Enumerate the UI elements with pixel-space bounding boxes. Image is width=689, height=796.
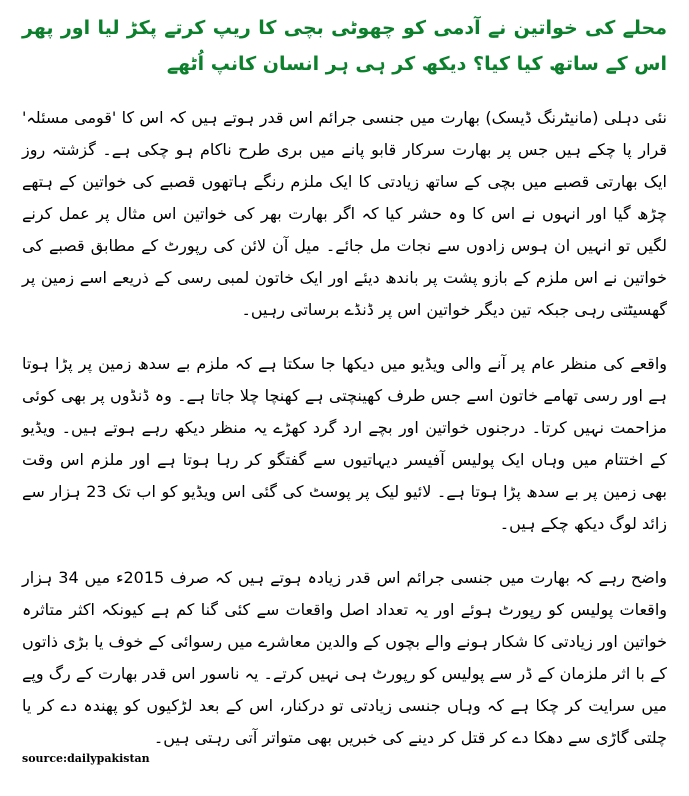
article-paragraph-1: نئی دہلی (مانیٹرنگ ڈیسک) بھارت میں جنسی جرائم اس قدر ہوتے ہیں کہ اس کا 'قومی مسئلہ' قرار پا چکے ہیں جس پر بھارت سرکار قابو پانے میں بری طرح ناکام ہو چکی ہے۔ گزشتہ روز ایک بھارتی قصبے میں بچی کے ساتھ زیادتی کا ایک ملزم رنگے ہاتھوں قصبے کی خواتین کے ہتھے چڑھ گیا اور انہوں نے اس کا وہ حشر کیا کہ اگر بھارت بھر کی خواتین اس مثال پر عمل کرنے لگیں تو انہیں ان ہوس زادوں سے نجات مل جائے۔ میل آن لائن کی رپورٹ کے مطابق قصبے کی خواتین نے اس ملزم کے بازو پشت پر باندھ دیئے اور ایک خاتون لمبی رسی کے ذریعے اسے زمین پر گھسیٹتی رہی جبکہ تین دیگر خواتین اس پر ڈنڈے برساتی رہیں۔ — [22, 108, 667, 319]
source-credit: source:dailypakistan — [22, 752, 150, 765]
article-headline: محلے کی خواتین نے آدمی کو چھوٹی بچی کا ریپ کرتے پکڑ لیا اور پھر اس کے ساتھ کیا کیا؟ دیکھ کر ہی ہر انسان کانپ اُٹھے — [22, 17, 667, 75]
article-paragraph-2: واقعے کی منظر عام پر آنے والی ویڈیو میں دیکھا جا سکتا ہے کہ ملزم بے سدھ زمین پر پڑا ہوتا ہے اور رسی تھامے خاتون اسے جس طرف کھینچتی ہے کھنچا چلا جاتا ہے۔ وہ ڈنڈوں پر بھی کوئی مزاحمت نہیں کرتا۔ درجنوں خواتین اور بچے ارد گرد کھڑے یہ منظر دیکھ رہے ہوتے ہیں۔ ویڈیو کے اختتام میں وہاں ایک پولیس آفیسر دیہاتیوں سے گفتگو کر رہا ہوتا ہے اور ملزم اس وقت بھی زمین پر بے سدھ پڑا ہوتا ہے۔ لائیو لیک پر پوسٹ کی گئی اس ویڈیو کو اب تک 23 ہزار سے زائد لوگ دیکھ چکے ہیں۔ — [22, 354, 667, 533]
article-paragraph-3: واضح رہے کہ بھارت میں جنسی جرائم اس قدر زیادہ ہوتے ہیں کہ صرف 2015ء میں 34 ہزار واقعات پولیس کو رپورٹ ہوئے اور یہ تعداد اصل واقعات سے کئی گنا کم ہے کیونکہ اکثر متاثرہ خواتین اور زیادتی کا شکار ہونے والے بچوں کے والدین معاشرے میں رسوائی کے خوف یا بڑی ذاتوں کے با اثر ملزمان کے ڈر سے پولیس کو رپورٹ ہی نہیں کرتے۔ یہ ناسور اس قدر بھارت کے رگ وپے میں سرایت کر چکا ہے کہ وہاں جنسی زیادتی تو درکنار، اس کے بعد لڑکیوں کو پھندہ دے کر یا چلتی گاڑی سے دھکا دے کر قتل کر دینے کی خبریں بھی متواتر آتی رہتی ہیں۔ — [22, 568, 667, 747]
